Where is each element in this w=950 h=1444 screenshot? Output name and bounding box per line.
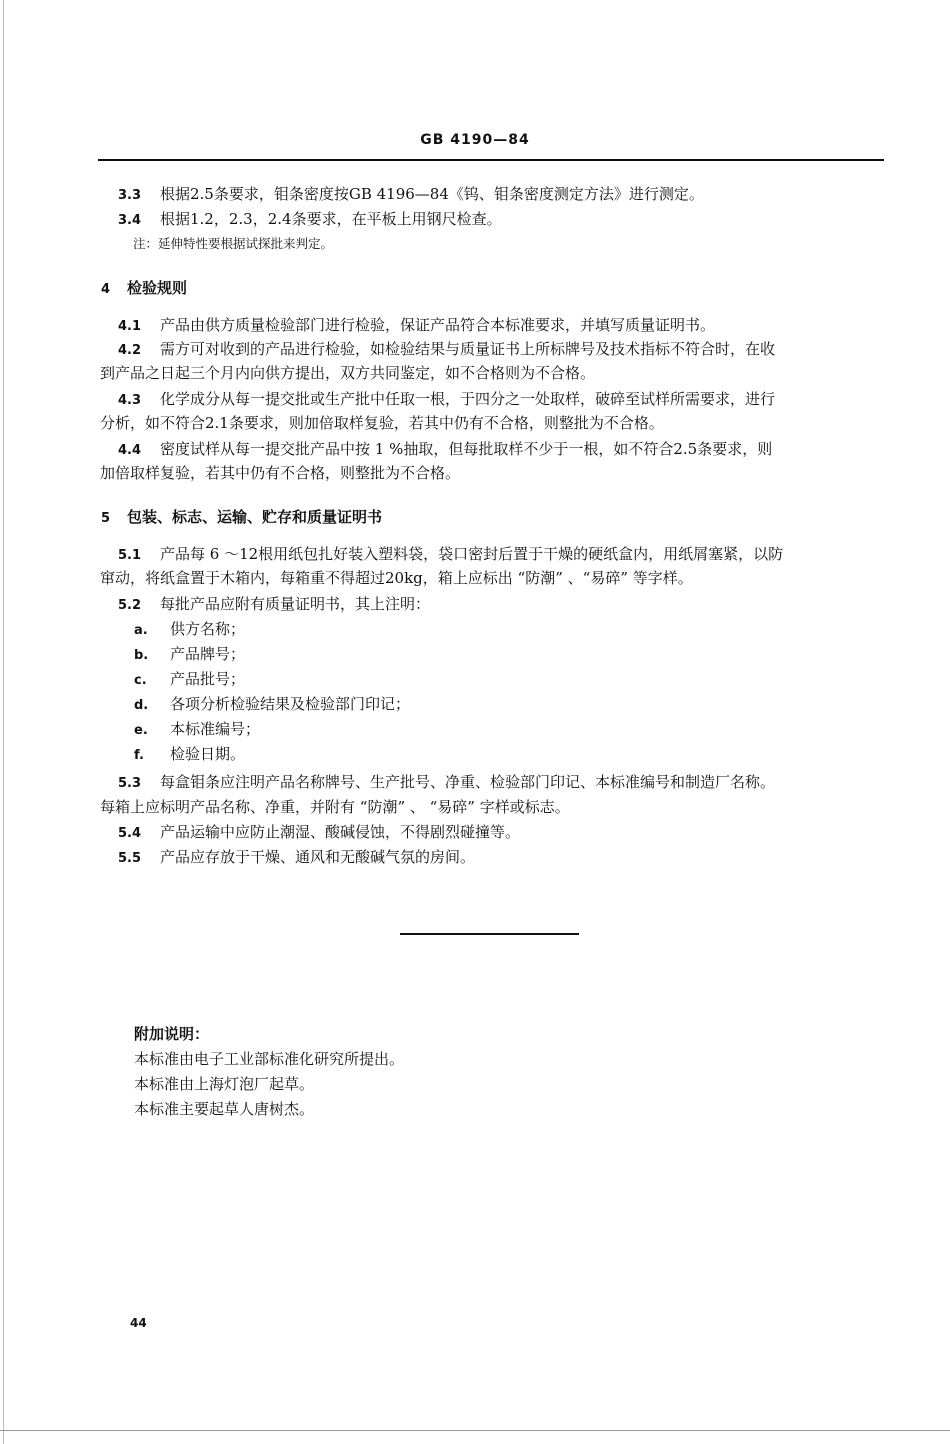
list-item-c [134, 667, 245, 693]
clause-number: 3.4 [118, 213, 142, 228]
section-title: 包装、标志、运输、贮存和质量证明书 [127, 508, 383, 526]
clause-text-line1: 产品每 6 ～12根用纸包扎好装入塑料袋，袋口密封后置于干燥的硬纸盒内，用纸屑塞紧，以防 [160, 545, 784, 563]
appendix-line: 本标准由上海灯泡厂起草。 [134, 1075, 315, 1093]
clause-number: 5.1 [118, 548, 142, 563]
list-item-letter: f. [134, 748, 144, 763]
clause-text-line1: 密度试样从每一提交批产品中按 1 %抽取，但每批取样不少于一根，如不符合2.5条要求，则 [160, 440, 773, 458]
section-5-heading [101, 505, 382, 531]
list-item-letter: e. [134, 723, 148, 738]
list-item-b [134, 642, 245, 668]
appendix-line: 本标准主要起草人唐树杰。 [134, 1100, 315, 1118]
clause-5-2 [118, 592, 430, 618]
list-item-letter: a. [134, 623, 148, 638]
clause-3-4 [118, 207, 502, 233]
clause-text: 产品由供方质量检验部门进行检验，保证产品符合本标准要求，并填写质量证明书。 [160, 316, 716, 334]
section-number: 5 [101, 511, 111, 526]
clause-5-5 [118, 845, 475, 871]
list-item-f [134, 742, 245, 768]
clause-note: 注：延伸特性要根据试探批来判定。 [133, 236, 334, 251]
clause-number: 5.5 [118, 851, 142, 866]
appendix-line: 本标准由电子工业部标准化研究所提出。 [134, 1050, 405, 1068]
list-item-text: 产品批号； [170, 670, 246, 688]
section-title: 检验规则 [127, 279, 188, 297]
clause-4-2 [118, 337, 775, 363]
list-item-text: 各项分析检验结果及检验部门印记； [170, 695, 411, 713]
clause-5-3-line2: 每箱上应标明产品名称、净重，并附有 “防潮” 、 “易碎” 字样或标志。 [100, 798, 570, 816]
clause-4-4 [118, 437, 772, 463]
clause-number: 5.2 [118, 598, 142, 613]
clause-5-1-line2: 窜动，将纸盒置于木箱内，每箱重不得超过20kg，箱上应标出 “防潮” 、“易碎” 等字样。 [100, 569, 693, 587]
list-item-e [134, 717, 260, 743]
clause-text: 产品运输中应防止潮湿、酸碱侵蚀，不得剧烈碰撞等。 [160, 823, 521, 841]
scan-left-edge [3, 0, 4, 1444]
clause-number: 5.3 [118, 776, 142, 791]
clause-number: 4.1 [118, 319, 142, 334]
list-item-text: 产品牌号； [170, 645, 246, 663]
list-item-text: 本标准编号； [170, 720, 261, 738]
clause-text: 根据2.5条要求，钼条密度按GB 4196—84《钨、钼条密度测定方法》进行测定。 [160, 185, 704, 203]
list-item-letter: b. [134, 648, 149, 663]
clause-4-3 [118, 387, 775, 413]
clause-5-1 [118, 542, 783, 568]
clause-4-1 [118, 313, 715, 339]
clause-5-4 [118, 820, 520, 846]
section-4-heading [101, 276, 187, 302]
section-number: 4 [101, 282, 111, 297]
clause-5-3 [118, 770, 775, 796]
standard-code: GB 4190—84 [420, 132, 530, 148]
clause-4-2-line2: 到产品之日起三个月内向供方提出，双方共同鉴定，如不合格则为不合格。 [100, 364, 596, 382]
list-item-text: 供方名称； [170, 620, 246, 638]
clause-3-3 [118, 182, 704, 208]
clause-text: 产品应存放于干燥、通风和无酸碱气氛的房间。 [160, 848, 476, 866]
list-item-text: 检验日期。 [170, 745, 246, 763]
end-rule [400, 933, 579, 935]
scan-bottom-edge [0, 1430, 950, 1431]
clause-text-line1: 需方可对收到的产品进行检验，如检验结果与质量证书上所标牌号及技术指标不符合时，在收 [160, 340, 776, 358]
clause-number: 5.4 [118, 826, 142, 841]
list-item-letter: c. [134, 673, 147, 688]
clause-4-4-line2: 加倍取样复验，若其中仍有不合格，则整批为不合格。 [100, 464, 461, 482]
header-rule [98, 159, 884, 161]
clause-text-line1: 化学成分从每一提交批或生产批中任取一根，于四分之一处取样，破碎至试样所需要求，进行 [160, 390, 776, 408]
clause-text: 根据1.2，2.3，2.4条要求，在平板上用钢尺检查。 [160, 210, 502, 228]
clause-number: 4.2 [118, 343, 142, 358]
appendix-title: 附加说明： [134, 1025, 210, 1043]
page-number: 44 [130, 1316, 147, 1330]
list-item-letter: d. [134, 698, 149, 713]
list-item-d [134, 692, 410, 718]
list-item-a [134, 617, 245, 643]
clause-number: 4.4 [118, 443, 142, 458]
clause-number: 3.3 [118, 188, 142, 203]
clause-text-line1: 每盒钼条应注明产品名称牌号、生产批号、净重、检验部门印记、本标准编号和制造厂名称。 [160, 773, 776, 791]
clause-4-3-line2: 分析，如不符合2.1条要求，则加倍取样复验，若其中仍有不合格，则整批为不合格。 [100, 414, 664, 432]
clause-number: 4.3 [118, 393, 142, 408]
clause-text: 每批产品应附有质量证明书，其上注明： [160, 595, 431, 613]
